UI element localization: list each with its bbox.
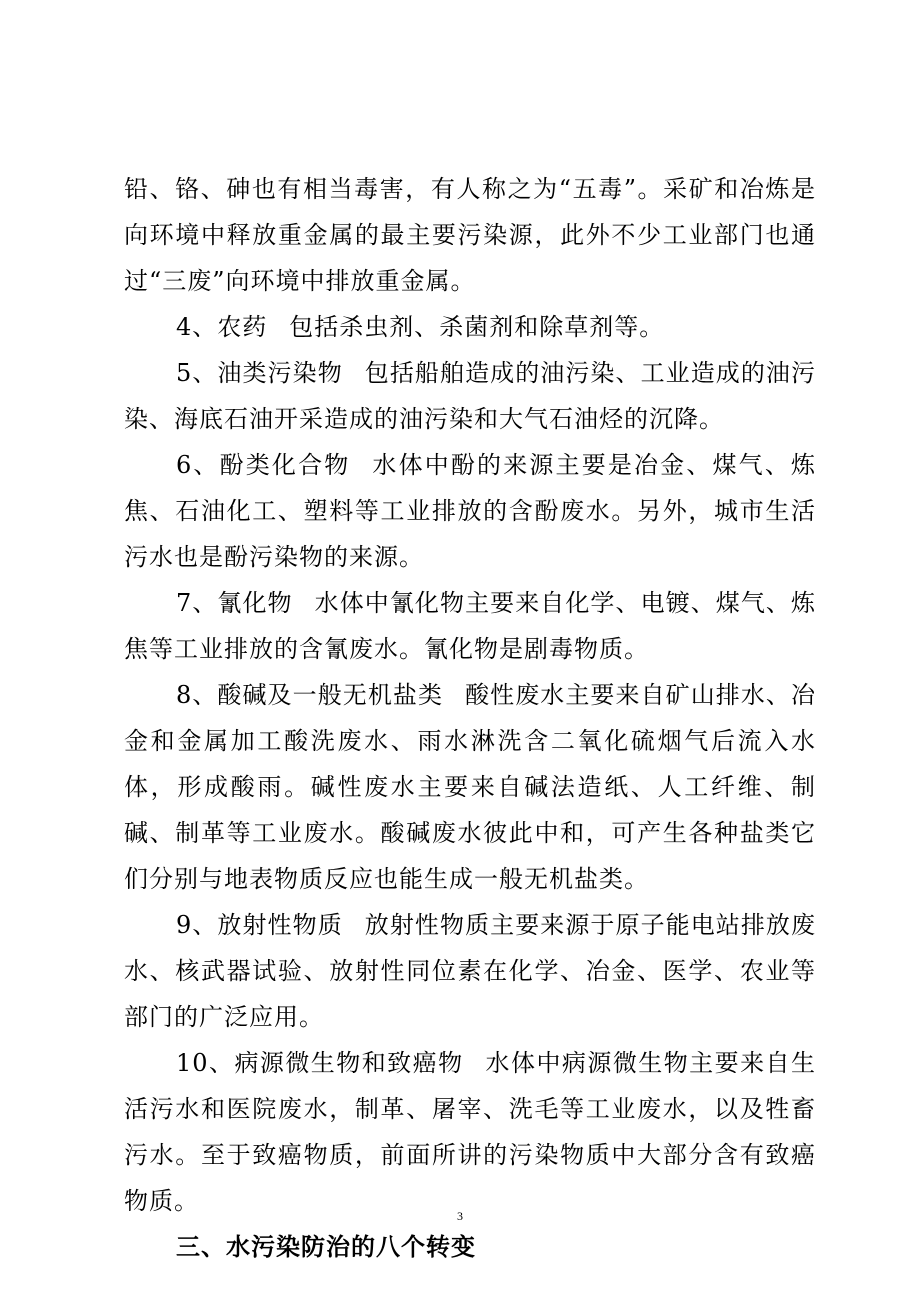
paragraph-continuation	[124, 166, 816, 304]
paragraph-term: 8、酸碱及一般无机盐类	[176, 681, 444, 709]
section-heading: 三、水污染防治的八个转变	[176, 1233, 476, 1261]
paragraph-text: 水体中病源微生物主要来自生活污水和医院废水，制革、屠宰、洗毛等工业废水，以及牲畜污水。至于致癌物质，前面所讲的污染物质中大部分含有致癌物质。	[124, 1049, 816, 1215]
paragraph-text: 水体中氰化物主要来自化学、电镀、煤气、炼焦等工业排放的含氰废水。氰化物是剧毒物质。	[124, 589, 816, 663]
paragraph-term: 5、油类污染物	[176, 359, 343, 387]
paragraph-cyanides	[124, 580, 816, 672]
paragraph-term: 6、酚类化合物	[176, 451, 351, 479]
paragraph-pathogens-carcinogens	[124, 1040, 816, 1224]
paragraph-term: 9、放射性物质	[176, 911, 343, 939]
paragraph-phenols	[124, 442, 816, 580]
paragraph-oil-pollutants	[124, 350, 816, 442]
paragraph-text: 放射性物质主要来源于原子能电站排放废水、核武器试验、放射性同位素在化学、冶金、医学、农业等部门的广泛应用。	[124, 911, 816, 1031]
paragraph-text: 包括船舶造成的油污染、工业造成的油污染、海底石油开采造成的油污染和大气石油烃的沉降。	[124, 359, 816, 433]
paragraph-text: 酸性废水主要来自矿山排水、冶金和金属加工酸洗废水、雨水淋洗含二氧化硫烟气后流入水体，形成酸雨。碱性废水主要来自碱法造纸、人工纤维、制碱、制革等工业废水。酸碱废水彼此中和，可产生各种盐类它们分别与地表物质反应也能生成一般无机盐类。	[124, 681, 816, 893]
paragraph-text: 包括杀虫剂、杀菌剂和除草剂等。	[289, 313, 665, 341]
paragraph-text: 水体中酚的来源主要是冶金、煤气、炼焦、石油化工、塑料等工业排放的含酚废水。另外，城市生活污水也是酚污染物的来源。	[124, 451, 816, 571]
document-body	[124, 166, 816, 1270]
paragraph-term: 7、氰化物	[176, 589, 293, 617]
paragraph-text: 铅、铬、砷也有相当毒害，有人称之为“五毒”。采矿和冶炼是向环境中释放重金属的最主要污染源，此外不少工业部门也通过“三废”向环境中排放重金属。	[124, 175, 816, 295]
paragraph-term: 4、农药	[176, 313, 268, 341]
paragraph-radioactive	[124, 902, 816, 1040]
page-number: 3	[457, 1209, 463, 1223]
paragraph-acids-bases-salts	[124, 672, 816, 902]
paragraph-pesticides	[124, 304, 816, 350]
paragraph-term: 10、病源微生物和致癌物	[176, 1049, 464, 1077]
